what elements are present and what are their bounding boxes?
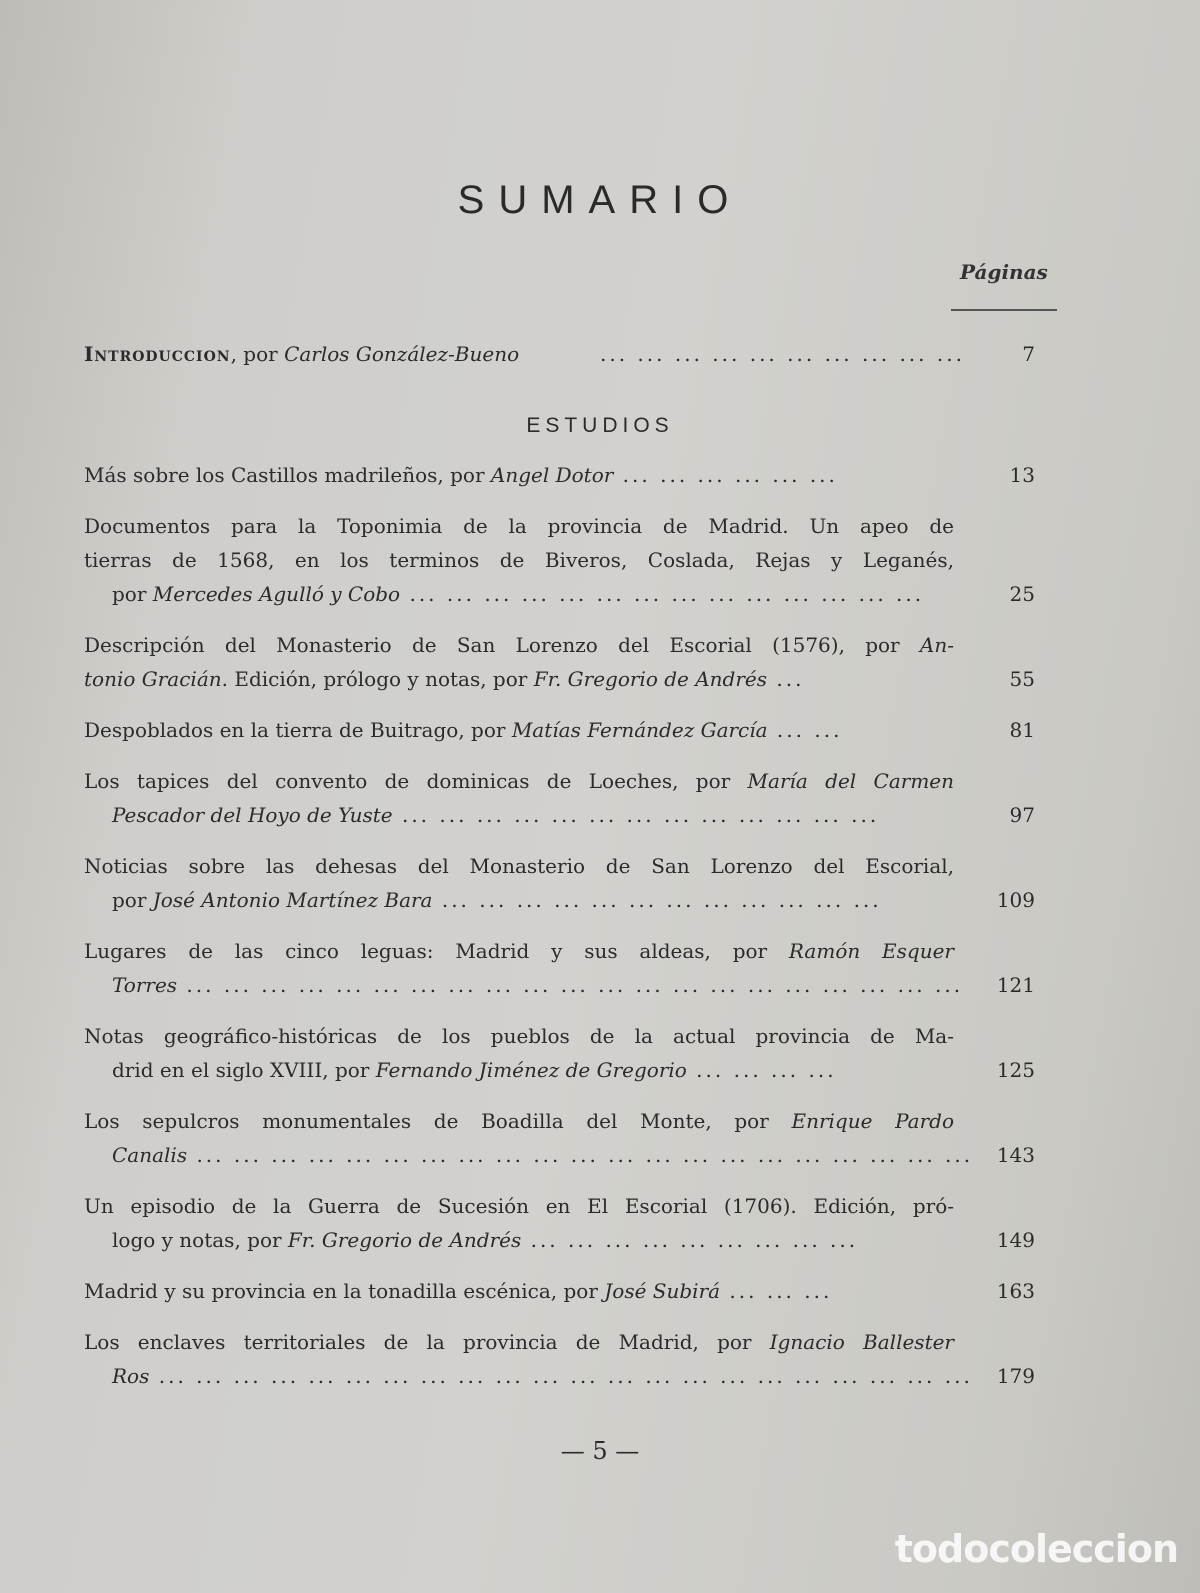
entry-text: drid en el siglo: [112, 1058, 270, 1082]
entry-line: Notas geográfico-históricas de los pueblos de la actual provincia de Ma-: [84, 1024, 954, 1048]
entry-leader: ... ... ... ... ... ... ... ... ... ... ... ... ... ...: [400, 582, 925, 606]
entry-author: Mercedes Agulló y Cobo: [152, 582, 401, 606]
toc-entry: [84, 1189, 954, 1257]
entry-line: [84, 662, 954, 696]
entry-line: [84, 458, 954, 492]
entry-line: [84, 764, 954, 798]
entry-text: logo y notas, por: [112, 1228, 288, 1252]
entry-page: 143: [996, 1143, 1035, 1167]
toc-entry: [84, 934, 964, 1002]
toc-entry: [84, 849, 954, 917]
entry-author: Ros: [112, 1364, 150, 1388]
entry-line: [84, 628, 954, 662]
entry-text: Más sobre los Castillos madrileños, por: [84, 463, 491, 487]
entry-leader: ... ... ...: [720, 1279, 833, 1303]
entry-author: Matías Fernández García: [511, 718, 768, 742]
entry-page: 81: [1009, 718, 1035, 742]
entry-page: 125: [996, 1058, 1035, 1082]
page-number: — 5 —: [560, 1437, 640, 1465]
entry-text: , por: [322, 1058, 376, 1082]
entry-leader: ... ... ... ...: [686, 1058, 837, 1082]
entry-line: [84, 1325, 954, 1359]
entry-page: 13: [1009, 463, 1035, 487]
intro-label: Introduccion: [84, 342, 231, 366]
entry-page: 109: [996, 888, 1035, 912]
entry-author: Enrique Pardo: [791, 1109, 954, 1133]
entry-text: por: [112, 582, 153, 606]
toc-entry: [84, 764, 954, 832]
toc-entry: [84, 1325, 973, 1393]
entry-leader: ... ... ... ... ... ... ... ... ... ... ... ... ... ... ... ... ... ... ... ... ...: [177, 973, 964, 997]
entry-text: Madrid y su provincia en la tonadilla escénica, por: [84, 1279, 605, 1303]
toc-entry: [84, 628, 954, 696]
entry-line: [84, 1223, 954, 1257]
entry-line: tierras de 1568, en los terminos de Biveros, Coslada, Rejas y Leganés,: [84, 548, 954, 572]
entry-author: tonio Gracián: [84, 667, 222, 691]
entry-author: Fr. Gregorio de Andrés: [287, 1228, 522, 1252]
entry-leader: ...: [767, 667, 805, 691]
entry-author: Angel Dotor: [490, 463, 614, 487]
entry-page: 163: [996, 1279, 1035, 1303]
entry-line: Un episodio de la Guerra de Sucesión en El Escorial (1706). Edición, pró-: [84, 1194, 954, 1218]
entry-line: [84, 968, 964, 1002]
entry-author: José Antonio Martínez Bara: [152, 888, 433, 912]
entry-line: Documentos para la Toponimia de la provincia de Madrid. Un apeo de: [84, 514, 954, 538]
entry-line: [84, 1053, 954, 1087]
entry-line: [84, 883, 954, 917]
intro-entry: [84, 342, 519, 366]
entry-leader: ... ...: [767, 718, 843, 742]
intro-author: Carlos González-Bueno: [284, 342, 520, 366]
entry-text: por: [112, 888, 153, 912]
intro-page: 7: [1022, 342, 1035, 366]
entry-text: Descripción del Monasterio de San Lorenzo del Escorial (1576), por: [84, 633, 920, 657]
entry-page: 25: [1009, 582, 1035, 606]
toc-entry: [84, 509, 954, 611]
entry-page: 55: [1009, 667, 1035, 691]
toc-entry: [84, 1019, 954, 1087]
entry-author: Ignacio Ballester: [769, 1330, 954, 1354]
entry-author: Ramón Esquer: [788, 939, 954, 963]
watermark-logo: todocoleccion: [894, 1527, 1178, 1571]
entry-page: 179: [996, 1364, 1035, 1388]
toc-entry: [84, 713, 954, 747]
entry-text: Los tapices del convento de dominicas de Loeches, por: [84, 769, 748, 793]
page-title: SUMARIO: [457, 178, 743, 222]
entry-author: Pescador del Hoyo de Yuste: [112, 803, 393, 827]
pages-column-header: Páginas: [960, 260, 1048, 284]
entry-page: 149: [996, 1228, 1035, 1252]
entry-text: Despoblados en la tierra de Buitrago, por: [84, 718, 512, 742]
entry-leader: ... ... ... ... ... ... ... ... ... ... ... ...: [432, 888, 882, 912]
entry-line: [84, 1274, 954, 1308]
entry-line: [84, 577, 954, 611]
entry-line: [84, 713, 954, 747]
entry-leader: ... ... ... ... ... ... ... ... ... ... ... ... ... ... ... ... ... ... ... ... ...: [187, 1143, 974, 1167]
header-rule: [951, 309, 1057, 311]
entry-leader: ... ... ... ... ... ...: [613, 463, 838, 487]
entry-line: [84, 1138, 974, 1172]
entry-line: Noticias sobre las dehesas del Monasterio de San Lorenzo del Escorial,: [84, 854, 954, 878]
entry-page: 97: [1009, 803, 1035, 827]
entry-author: Torres: [112, 973, 178, 997]
entry-author: Canalis: [112, 1143, 188, 1167]
entry-line: [84, 1104, 954, 1138]
entry-author: Fr. Gregorio de Andrés: [533, 667, 768, 691]
entry-leader: ... ... ... ... ... ... ... ... ...: [521, 1228, 859, 1252]
intro-leader: ... ... ... ... ... ... ... ... ... ...: [600, 342, 965, 366]
entry-author: Fernando Jiménez de Gregorio: [375, 1058, 687, 1082]
entry-page: 121: [996, 973, 1035, 997]
entry-line: [84, 1359, 973, 1393]
entry-text: Los sepulcros monumentales de Boadilla del Monte, por: [84, 1109, 792, 1133]
entry-author: José Subirá: [604, 1279, 721, 1303]
entry-leader: ... ... ... ... ... ... ... ... ... ... ... ... ...: [392, 803, 880, 827]
entry-text: Los enclaves territoriales de la provincia de Madrid, por: [84, 1330, 770, 1354]
entry-author: María del Carmen: [747, 769, 954, 793]
entry-text: XVIII: [269, 1058, 323, 1082]
toc-entry: [84, 458, 954, 492]
entry-author: An-: [919, 633, 954, 657]
entry-text: . Edición, prólogo y notas, por: [221, 667, 534, 691]
entry-line: [84, 798, 954, 832]
intro-by: , por: [230, 342, 285, 366]
entry-text: Lugares de las cinco leguas: Madrid y sus aldeas, por: [84, 939, 789, 963]
entry-line: [84, 934, 954, 968]
toc-entry: [84, 1104, 974, 1172]
toc-entry: [84, 1274, 954, 1308]
section-heading: ESTUDIOS: [526, 414, 674, 437]
entry-leader: ... ... ... ... ... ... ... ... ... ... ... ... ... ... ... ... ... ... ... ... ... ...: [149, 1364, 973, 1388]
